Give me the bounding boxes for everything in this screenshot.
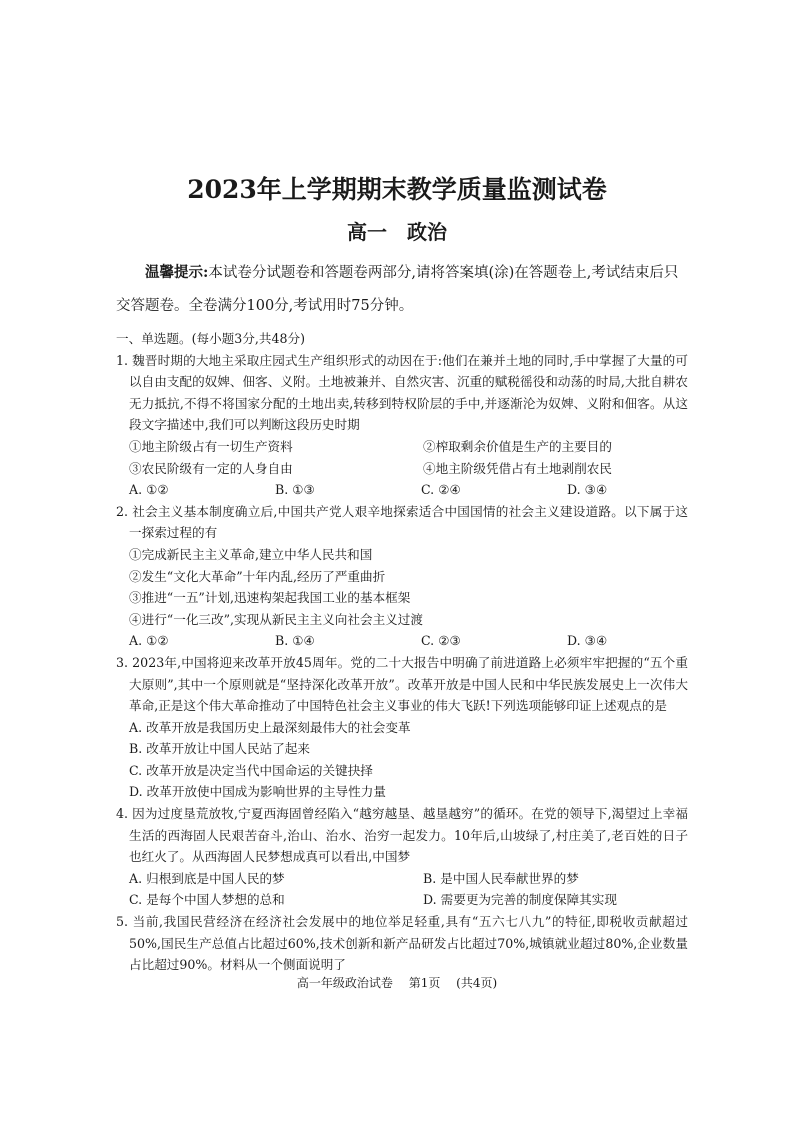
statement-item: ③推进“一五”计划,迅速构架起我国工业的基本框架	[129, 590, 411, 606]
notice-label: 温馨提示:	[145, 264, 209, 281]
option-b: B. ①④	[275, 633, 315, 649]
option-b: B. 是中国人民奉献世界的梦	[423, 870, 579, 886]
option-a: A. 归根到底是中国人民的梦	[129, 870, 285, 886]
exam-subtitle: 高一 政治	[347, 220, 447, 244]
option-d: D. 改革开放使中国成为影响世界的主导性力量	[129, 784, 386, 800]
option-a: A. ①②	[129, 633, 169, 649]
statement-item: ④地主阶级凭借占有土地剥削农民	[423, 460, 612, 476]
option-row	[116, 479, 688, 501]
option-c: C. ②③	[421, 633, 461, 649]
option-row	[116, 868, 688, 890]
footer-total-pages: (共4页)	[456, 976, 498, 990]
option-d: D. 需要更为完善的制度保障其实现	[423, 892, 617, 908]
question-content	[116, 328, 688, 976]
statement-item: ②发生“文化大革命”十年内乱,经历了严重曲折	[129, 568, 386, 584]
section-heading: 一、单选题。(每小题3分,共48分)	[116, 331, 305, 346]
question-stem: 1. 魏晋时期的大地主采取庄园式生产组织形式的动因在于:他们在兼并土地的同时,手中掌握了大量的可以自由支配的奴婢、佃客、义附。土地被兼并、自然灾害、沉重的赋税徭役和动荡的时局,大批自耕农无力抵抗,不得不将国家分配的土地出卖,转移到特权阶层的手中,并逐渐沦为奴婢、义附和佃客。从这段文字描述中,我们可以判断这段历史时期	[116, 352, 688, 433]
option-d: D. ③④	[567, 633, 608, 649]
option-b: B. ①③	[275, 482, 315, 498]
page-footer	[0, 974, 794, 991]
exam-title: 2023年上学期期末教学质量监测试卷	[187, 175, 607, 204]
statement-item: ①地主阶级占有一切生产资料	[129, 438, 293, 454]
statement-item: ②榨取剩余价值是生产的主要目的	[423, 438, 612, 454]
statement-item: ①完成新民主主义革命,建立中华人民共和国	[129, 546, 373, 562]
question-stem: 2. 社会主义基本制度确立后,中国共产党人艰辛地探索适合中国国情的社会主义建设道路。以下属于这一探索过程的有	[116, 503, 688, 541]
option-row	[116, 630, 688, 652]
question-1	[116, 350, 688, 501]
statement-row	[116, 458, 688, 480]
statement-row	[116, 436, 688, 458]
option-b: B. 改革开放让中国人民站了起来	[129, 741, 310, 757]
option-d: D. ③④	[567, 482, 608, 498]
option-row	[116, 889, 688, 911]
footer-page-number: 第1页	[408, 976, 441, 990]
footer-course: 高一年级政治试卷	[296, 976, 393, 990]
notice-paragraph	[116, 256, 686, 323]
option-c: C. ②④	[421, 482, 461, 498]
statement-item: ④进行“一化三改”,实现从新民主主义向社会主义过渡	[129, 611, 423, 627]
question-2	[116, 501, 688, 652]
question-5	[116, 911, 688, 976]
question-stem: 3. 2023年,中国将迎来改革开放45周年。党的二十大报告中明确了前进道路上必须牢牢把握的“五个重大原则”,其中一个原则就是“坚持深化改革开放”。改革开放是中国人民和中华民族发展史上一次伟大革命,正是这个伟大革命推动了中国特色社会主义事业的伟大飞跃!下列选项能够印证上述观点的是	[116, 654, 688, 714]
question-3	[116, 652, 688, 803]
question-stem: 4. 因为过度垦荒放牧,宁夏西海固曾经陷入“越穷越垦、越垦越穷”的循环。在党的领导下,渴望过上幸福生活的西海固人民艰苦奋斗,治山、治水、治穷一起发力。10年后,山坡绿了,村庄美了,老百姓的日子也红火了。从西海固人民梦想成真可以看出,中国梦	[116, 806, 688, 865]
notice-text: 本试卷分试题卷和答题卷两部分,请将答案填(涂)在答题卷上,考试结束后只交答题卷。全卷满分100分,考试用时75分钟。	[116, 265, 679, 314]
option-c: C. 是每个中国人梦想的总和	[129, 892, 285, 908]
question-4	[116, 803, 688, 911]
statement-item: ③农民阶级有一定的人身自由	[129, 460, 293, 476]
option-a: A. ①②	[129, 482, 169, 498]
option-c: C. 改革开放是决定当代中国命运的关键抉择	[129, 762, 373, 778]
question-stem: 5. 当前,我国民营经济在经济社会发展中的地位举足轻重,具有“五六七八九”的特征,即税收贡献超过50%,国民生产总值占比超过60%,技术创新和新产品研发占比超过70%,城镇就业超过80%,企业数量占比超过90%。材料从一个侧面说明了	[116, 914, 688, 973]
option-a: A. 改革开放是我国历史上最深刻最伟大的社会变革	[129, 719, 411, 735]
